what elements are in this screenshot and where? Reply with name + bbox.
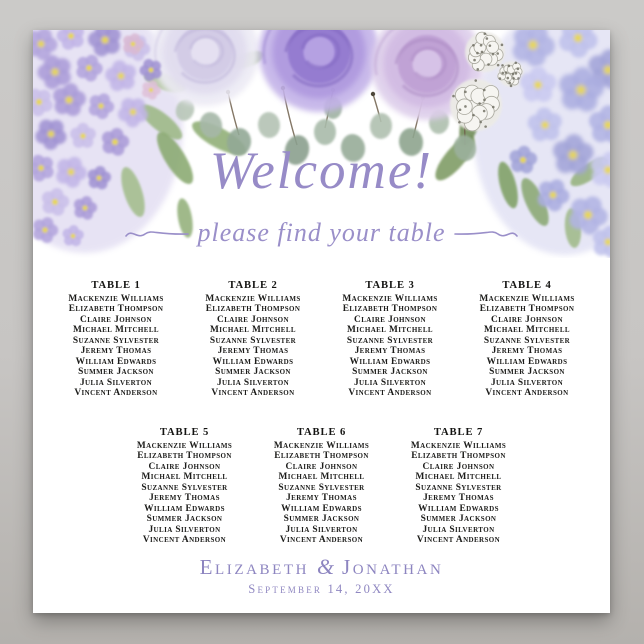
swash-left-icon [125, 225, 189, 241]
guest-name: Mackenzie Williams [205, 294, 301, 304]
guest-name: Mackenzie Williams [68, 294, 164, 304]
guest-name: William Edwards [281, 503, 362, 514]
subtitle-row [33, 218, 610, 248]
guest-name: Summer Jackson [78, 367, 154, 378]
guest-name: Jeremy Thomas [491, 346, 563, 357]
guest-name: Julia Silverton [216, 377, 290, 388]
guest-name: Julia Silverton [353, 377, 427, 388]
guest-name: Elizabeth Thompson [68, 304, 164, 315]
guest-name: Summer Jackson [420, 514, 497, 525]
table-label: TABLE 4 [502, 280, 552, 291]
guest-name: Michael Mitchell [415, 472, 502, 483]
guest-name: Suzanne Sylvester [415, 482, 502, 493]
guest-name: Elizabeth Thompson [274, 451, 369, 462]
guest-name: Michael Mitchell [347, 325, 433, 336]
guest-name: Claire Johnson [491, 314, 563, 325]
swash-right-icon [454, 225, 518, 241]
guest-name: Vincent Anderson [348, 388, 432, 399]
guest-name: Julia Silverton [490, 377, 564, 388]
table-label: TABLE 2 [228, 280, 278, 291]
table-label: TABLE 6 [296, 427, 347, 438]
guest-name: William Edwards [418, 503, 499, 514]
guest-name: Mackenzie Williams [410, 441, 507, 451]
guest-name: Jeremy Thomas [286, 493, 357, 504]
table-label: TABLE 5 [159, 427, 210, 438]
guest-name: Elizabeth Thompson [479, 304, 575, 315]
guest-name: Julia Silverton [422, 524, 495, 535]
ampersand: & [316, 554, 335, 579]
subtitle-text: please find your table [197, 218, 446, 247]
guest-name: Michael Mitchell [141, 472, 228, 483]
guest-name: Summer Jackson [215, 367, 291, 378]
guest-name: Michael Mitchell [484, 325, 570, 336]
guest-name: Elizabeth Thompson [342, 304, 438, 315]
guest-name: Julia Silverton [79, 377, 153, 388]
guest-name: Suzanne Sylvester [209, 335, 297, 346]
guest-name: Jeremy Thomas [149, 493, 220, 504]
guest-name: Summer Jackson [352, 367, 428, 378]
table-block [390, 426, 527, 546]
guest-name: Elizabeth Thompson [137, 451, 232, 462]
guest-name: Jeremy Thomas [217, 346, 289, 357]
table-block [459, 279, 596, 399]
table-block [48, 279, 185, 399]
guest-name: Mackenzie Williams [136, 441, 233, 451]
guest-name: Suzanne Sylvester [278, 482, 365, 493]
guest-name: Vincent Anderson [211, 388, 295, 399]
guest-name: Michael Mitchell [210, 325, 296, 336]
groom-name: Jonathan [341, 555, 444, 579]
bride-name: Elizabeth [199, 555, 310, 579]
guest-name: Michael Mitchell [278, 472, 365, 483]
guest-name: Mackenzie Williams [342, 294, 438, 304]
guest-name: Claire Johnson [148, 461, 221, 472]
tables-row-1 [33, 279, 610, 399]
guest-name: Claire Johnson [80, 314, 152, 325]
guest-name: Jeremy Thomas [80, 346, 152, 357]
guest-name: William Edwards [349, 356, 431, 367]
event-date: September 14, 20XX [248, 582, 395, 596]
guest-name: Mackenzie Williams [479, 294, 575, 304]
guest-name: Elizabeth Thompson [205, 304, 301, 315]
guest-name: Vincent Anderson [142, 535, 227, 546]
table-label: TABLE 7 [433, 427, 484, 438]
guest-name: Elizabeth Thompson [411, 451, 506, 462]
guest-name: Vincent Anderson [74, 388, 158, 399]
seating-chart-poster [33, 30, 610, 613]
guest-name: Vincent Anderson [485, 388, 569, 399]
guest-name: William Edwards [486, 356, 568, 367]
guest-name: William Edwards [75, 356, 157, 367]
guest-name: Claire Johnson [354, 314, 426, 325]
guest-name: William Edwards [144, 503, 225, 514]
tables-row-2 [33, 426, 610, 546]
guest-name: William Edwards [212, 356, 294, 367]
guest-name: Suzanne Sylvester [141, 482, 228, 493]
guest-name: Michael Mitchell [73, 325, 159, 336]
guest-name: Suzanne Sylvester [72, 335, 160, 346]
table-block [185, 279, 322, 399]
guest-name: Julia Silverton [285, 524, 358, 535]
table-block [253, 426, 390, 546]
table-label: TABLE 1 [91, 280, 141, 291]
guest-name: Claire Johnson [217, 314, 289, 325]
table-block [116, 426, 253, 546]
guest-name: Vincent Anderson [416, 535, 501, 546]
guest-name: Mackenzie Williams [273, 441, 370, 451]
table-label: TABLE 3 [365, 280, 415, 291]
guest-name: Jeremy Thomas [354, 346, 426, 357]
guest-name: Summer Jackson [489, 367, 565, 378]
guest-name: Summer Jackson [283, 514, 360, 525]
couple-names [33, 554, 610, 580]
guest-name: Suzanne Sylvester [483, 335, 571, 346]
guest-name: Vincent Anderson [279, 535, 364, 546]
guest-name: Claire Johnson [422, 461, 495, 472]
guest-name: Julia Silverton [148, 524, 221, 535]
guest-name: Jeremy Thomas [423, 493, 494, 504]
welcome-heading: Welcome! [209, 142, 433, 200]
guest-name: Suzanne Sylvester [346, 335, 434, 346]
guest-name: Claire Johnson [285, 461, 358, 472]
guest-name: Summer Jackson [146, 514, 223, 525]
table-block [322, 279, 459, 399]
